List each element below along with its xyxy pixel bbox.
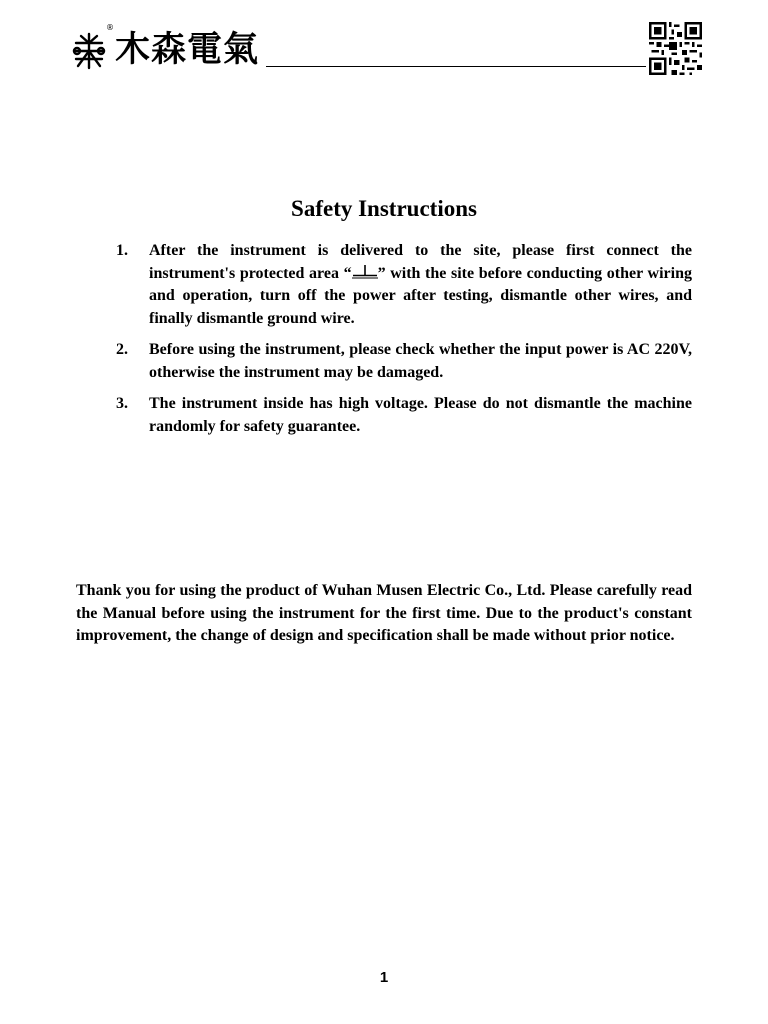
instruction-item-2 [116, 339, 692, 384]
qr-code-icon [649, 22, 702, 75]
instruction-number: 1. [116, 242, 128, 259]
instruction-item-3 [116, 393, 692, 438]
page-header [0, 0, 768, 80]
page-number: 1 [379, 969, 389, 986]
ground-symbol-icon [352, 265, 378, 279]
registered-mark: ® [106, 23, 114, 32]
instruction-text-continued: ” with the site before conducting other wiring and operation, turn off the power after testing, dismantle other wires, and finally dismantle ground wire. [149, 264, 692, 327]
musen-logo-icon [70, 31, 108, 71]
instruction-number: 3. [116, 395, 128, 412]
safety-instructions-list [116, 240, 692, 447]
header-rule [266, 66, 646, 67]
instruction-text: The instrument inside has high voltage. Please do not dismantle the machine randomly for safety guarantee. [149, 395, 692, 435]
page-title: Safety Instructions [291, 196, 477, 221]
brand-name: 木森電氣 [115, 30, 260, 70]
instruction-text: Before using the instrument, please check whether the input power is AC 220V, otherwise the instrument may be damaged. [149, 341, 692, 381]
instruction-number: 2. [116, 341, 128, 358]
instruction-item-1 [116, 240, 692, 330]
instruction-text: After the instrument is delivered to the site, please first connect the instrument's protected area “ [149, 242, 692, 282]
thanks-paragraph: Thank you for using the product of Wuhan Musen Electric Co., Ltd. Please carefully read the Manual before using the instrument for the first time. Due to the product's constant improvement, the change of design and specification shall be made without prior notice. [76, 582, 692, 644]
